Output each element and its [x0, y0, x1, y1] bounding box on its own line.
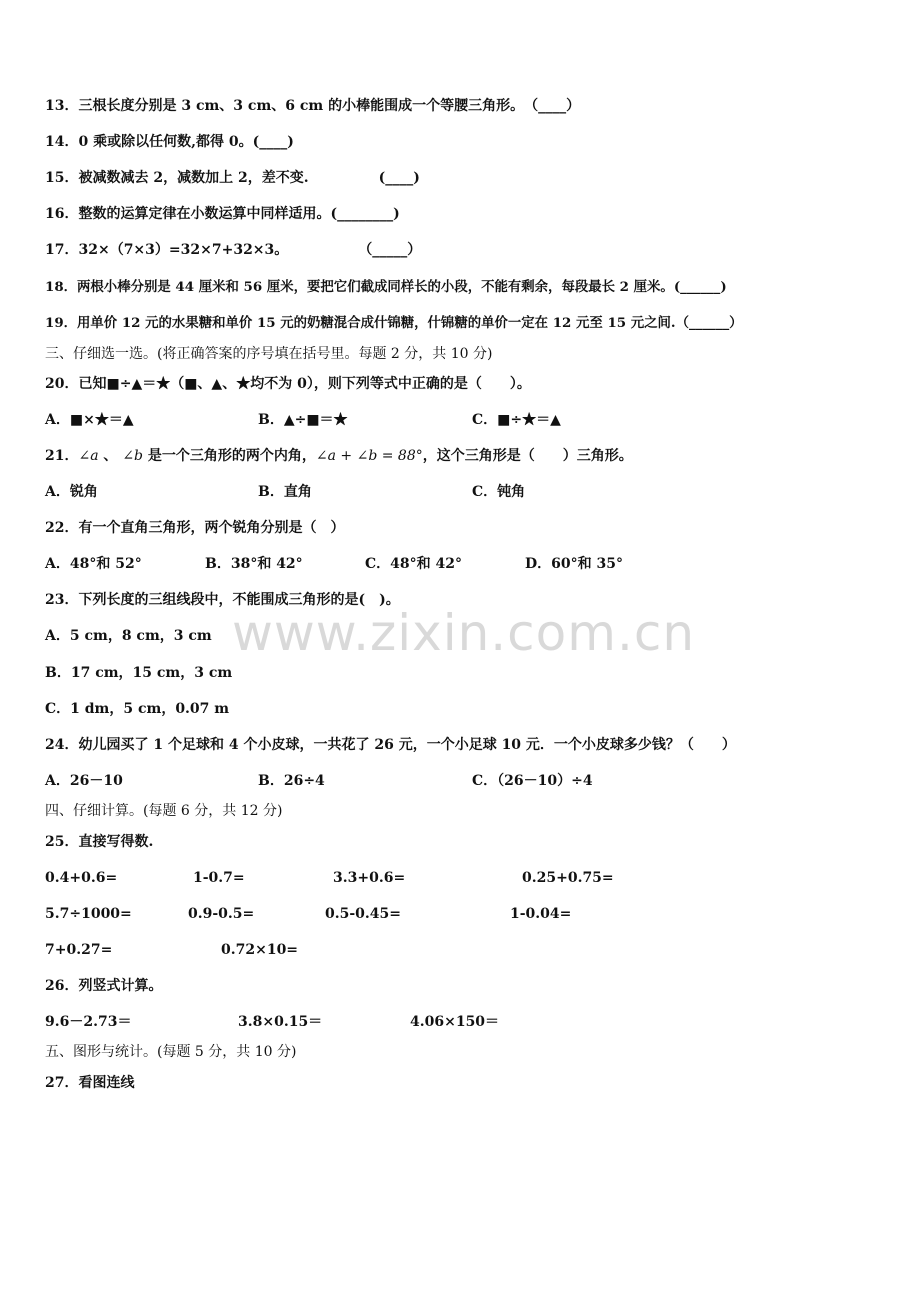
question-24: 24．幼儿园买了 1 个足球和 4 个小皮球，一共花了 26 元，一个小足球 10 元．一个小皮球多少钱？（ ）	[45, 737, 736, 753]
q26-item: 4.06×150＝	[410, 1014, 500, 1030]
q21-middle-text: 是一个三角形的两个内角，	[143, 448, 316, 464]
question-15: 15．被减数减去 2，减数加上 2，差不变. (____)	[45, 170, 420, 186]
q21-option-a: A．锐角	[45, 484, 98, 500]
q26-item: 3.8×0.15＝	[238, 1014, 323, 1030]
q23-option-c: C．1 dm，5 cm，0.07 m	[45, 701, 230, 717]
q21-number: 21．	[45, 448, 79, 464]
section-3-heading: 三、仔细选一选。(将正确答案的序号填在括号里。每题 2 分，共 10 分)	[45, 346, 493, 362]
q25-item: 7+0.27=	[45, 942, 113, 958]
q22-option-d: D．60°和 35°	[525, 556, 623, 572]
section-4-heading: 四、仔细计算。(每题 6 分，共 12 分)	[45, 803, 283, 819]
q24-option-a: A．26－10	[45, 773, 123, 789]
q25-item: 1-0.7=	[193, 870, 245, 886]
q22-option-c: C．48°和 42°	[365, 556, 462, 572]
q21-equation: ∠a + ∠b = 88°	[315, 448, 423, 464]
question-22: 22．有一个直角三角形，两个锐角分别是（ ）	[45, 520, 345, 536]
q25-item: 1-0.04=	[510, 906, 572, 922]
section-5-heading: 五、图形与统计。(每题 5 分，共 10 分)	[45, 1044, 297, 1060]
q21-option-b: B．直角	[258, 484, 312, 500]
q21-option-c: C．钝角	[472, 484, 526, 500]
question-19: 19．用单价 12 元的水果糖和单价 15 元的奶糖混合成什锦糖，什锦糖的单价一定在 12 元至 15 元之间.（______）	[45, 315, 743, 331]
q25-item: 0.25+0.75=	[522, 870, 614, 886]
question-23: 23．下列长度的三组线段中，不能围成三角形的是( )。	[45, 592, 400, 608]
watermark: www.zixin.com.cn	[232, 604, 696, 662]
q25-item: 0.5-0.45=	[325, 906, 401, 922]
q22-option-a: A．48°和 52°	[45, 556, 142, 572]
q20-option-a: A．■×★＝▲	[45, 412, 134, 428]
q21-angle-a: ∠a	[78, 448, 99, 464]
question-16: 16．整数的运算定律在小数运算中同样适用。(________)	[45, 206, 400, 222]
q25-item: 0.72×10=	[221, 942, 299, 958]
question-20: 20．已知■÷▲＝★（■、▲、★均不为 0），则下列等式中正确的是（ ）。	[45, 376, 531, 392]
q24-option-b: B．26÷4	[258, 773, 325, 789]
q25-item: 0.9-0.5=	[188, 906, 255, 922]
q20-option-b: B．▲÷■＝★	[258, 412, 348, 428]
question-13: 13．三根长度分别是 3 cm、3 cm、6 cm 的小棒能围成一个等腰三角形。 （____）	[45, 98, 581, 114]
q22-option-b: B．38°和 42°	[205, 556, 303, 572]
q26-item: 9.6－2.73＝	[45, 1014, 132, 1030]
q25-item: 5.7÷1000=	[45, 906, 132, 922]
question-18: 18．两根小棒分别是 44 厘米和 56 厘米，要把它们截成同样长的小段，不能有剩余，每段最长 2 厘米。(______)	[45, 279, 727, 295]
question-26: 26．列竖式计算。	[45, 978, 163, 994]
question-27: 27．看图连线	[45, 1075, 135, 1091]
q21-separator: 、	[98, 448, 123, 464]
q24-option-c: C．（26－10）÷4	[472, 773, 593, 789]
question-17: 17．32×（7×3）=32×7+32×3。 （_____）	[45, 242, 422, 258]
q21-angle-b: ∠b	[122, 448, 144, 464]
question-14: 14．0 乘或除以任何数,都得 0。(____)	[45, 134, 294, 150]
q23-option-b: B．17 cm，15 cm，3 cm	[45, 665, 233, 681]
question-21	[45, 446, 633, 466]
question-25: 25．直接写得数.	[45, 834, 154, 850]
q21-end-text: ，这个三角形是（ ）三角形。	[422, 448, 633, 464]
q20-option-c: C．■÷★＝▲	[472, 412, 561, 428]
q25-item: 3.3+0.6=	[333, 870, 406, 886]
q23-option-a: A．5 cm，8 cm，3 cm	[45, 628, 212, 644]
q25-item: 0.4+0.6=	[45, 870, 118, 886]
